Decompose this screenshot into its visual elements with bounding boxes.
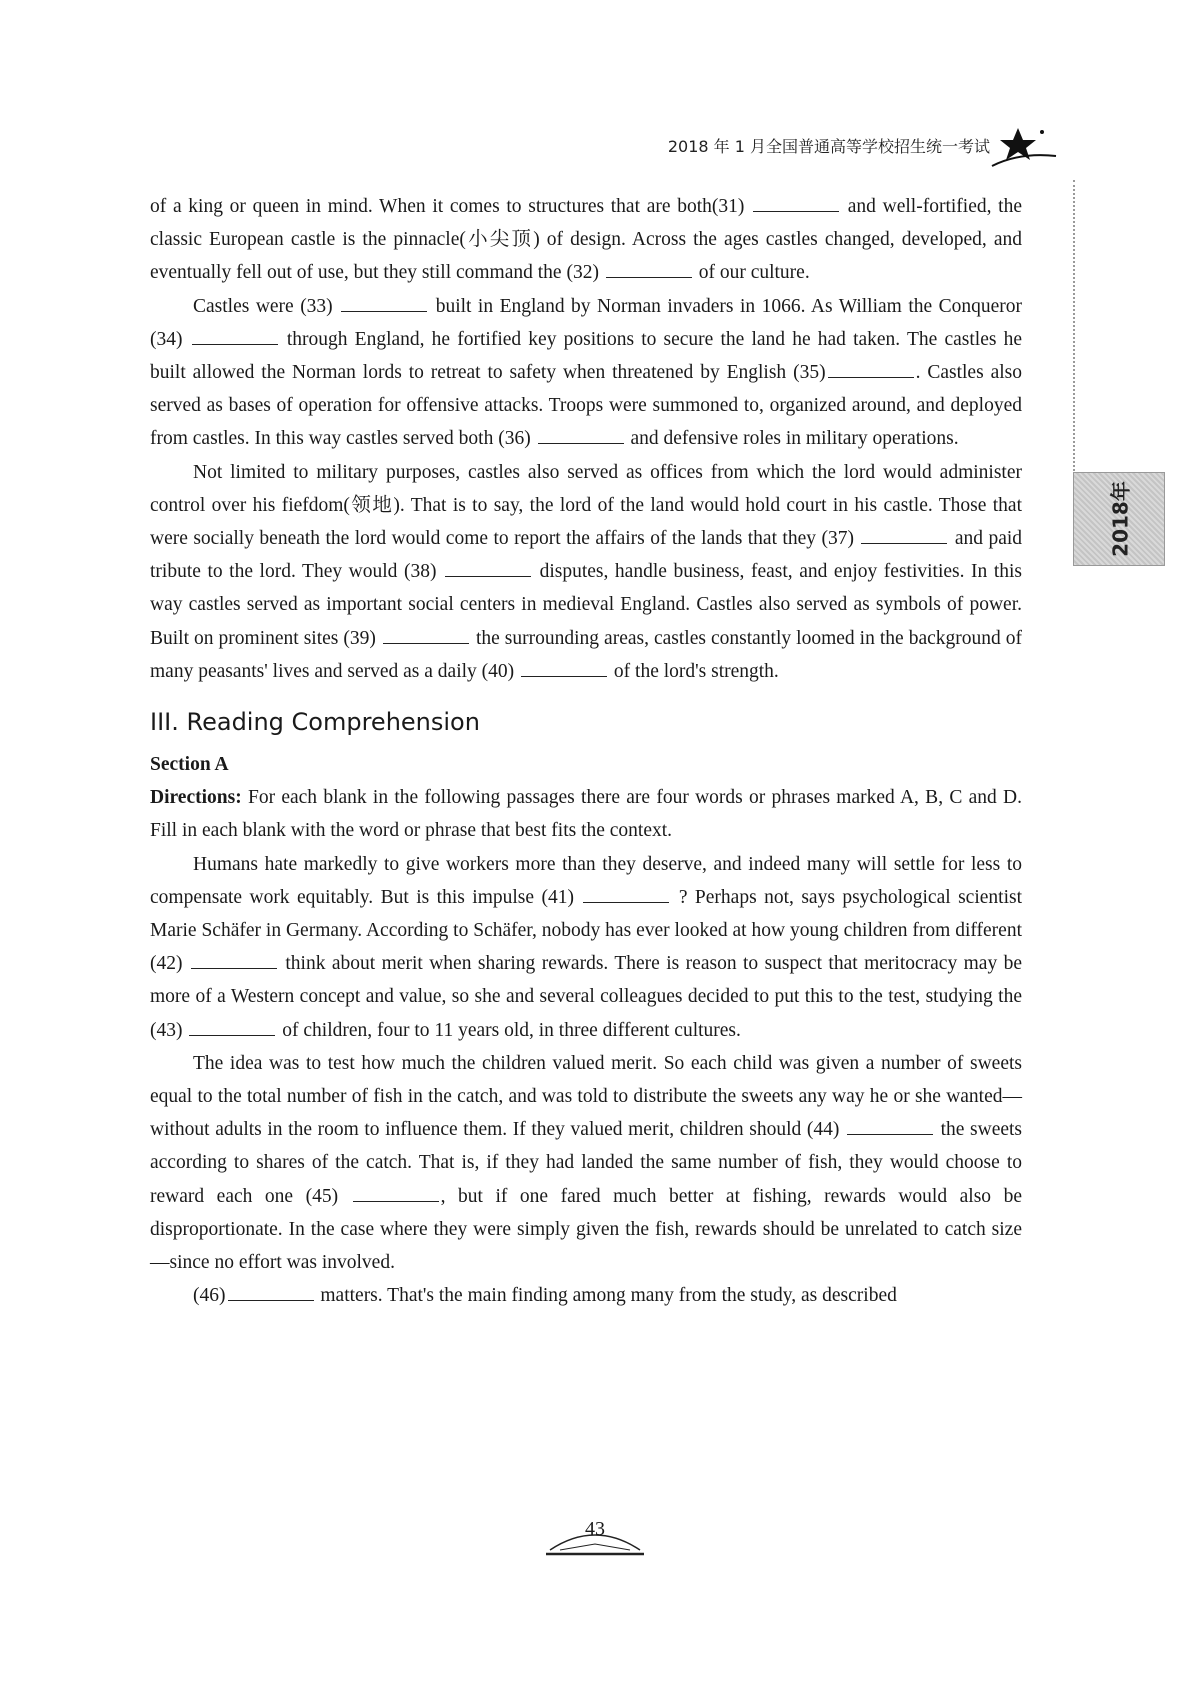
blank-33	[341, 293, 427, 312]
blank-36	[538, 425, 624, 444]
blank-39	[383, 625, 469, 644]
page-number-badge	[540, 1510, 650, 1560]
directions-text: For each blank in the following passages there are four words or phrases marked A, B, C and D. Fill in each blank with the word or phrase that best fits the context.	[150, 787, 1022, 842]
blank-41	[583, 884, 669, 903]
blank-44	[847, 1116, 933, 1135]
blank-40	[521, 658, 607, 677]
margin-dotted-line	[1073, 180, 1075, 475]
passage1-paragraph-1: of a king or queen in mind. When it comes to structures that are both(31) and well-fortified, the classic European castle is the pinnacle(小尖顶) of design. Across the ages castles changed, developed, and eventually fell out of use, but they still command the (32) of our culture.	[150, 190, 1022, 290]
star-swoosh-logo-icon	[990, 122, 1060, 172]
passage2-paragraph-1: Humans hate markedly to give workers more than they deserve, and indeed many will settle for less to compensate work equitably. But is this impulse (41) ? Perhaps not, says psychological scientist Marie Schäfer in Germany. According to Schäfer, nobody has ever looked at how young children from different (42) think about merit when sharing rewards. There is reason to suspect that meritocracy may be more of a Western concept and value, so she and several colleagues decided to put this to the test, studying the (43) of children, four to 11 years old, in three different cultures.	[150, 853, 1023, 1041]
page-header	[600, 122, 1060, 172]
blank-35	[828, 359, 914, 378]
blank-31	[753, 193, 839, 212]
exam-title: 2018 年 1 月全国普通高等学校招生统一考试	[667, 137, 990, 156]
subsection-heading: Section A	[150, 754, 229, 776]
year-side-tab	[1073, 472, 1165, 566]
passage2-paragraph-2: The idea was to test how much the children valued merit. So each child was given a number of sweets equal to the total number of fish in the catch, and was told to distribute the sweets any way he or she wanted—without adults in the room to influence them. If they valued merit, children should (44) the sweets according to shares of the catch. That is, if they had landed the same number of fish, they would choose to reward each one (45) , but if one fared much better at fishing, rewards would also be disproportionate. In the case where they were simply given the fish, rewards should be unrelated to catch size—since no effort was involved.	[150, 1052, 1023, 1274]
blank-34	[192, 326, 278, 345]
blank-46	[228, 1282, 314, 1301]
blank-38	[445, 558, 531, 577]
year-side-tab-label: 2018年	[1108, 481, 1133, 557]
directions-label: Directions:	[150, 787, 242, 809]
passage1-paragraph-3: Not limited to military purposes, castles also served as offices from which the lord would administer control over his fiefdom(领地). That is to say, the lord of the land would hold court in his castle. Those that were socially beneath the lord would come to report the affairs of the lands that they (37) and paid tribute to the lord. They would (38) disputes, handle business, feast, and enjoy festivities. In this way castles served as important social centers in medieval England. Castles also served as symbols of power. Built on prominent sites (39) the surrounding areas, castles constantly loomed in the background of many peasants' lives and served as a daily (40) of the lord's strength.	[150, 461, 1023, 682]
blank-43	[189, 1017, 275, 1036]
blank-37	[861, 525, 947, 544]
blank-32	[606, 259, 692, 278]
page-number: 43	[585, 1518, 605, 1540]
blank-42	[191, 950, 277, 969]
page-content	[150, 190, 1022, 1313]
passage1-paragraph-2: Castles were (33) built in England by Norman invaders in 1066. As William the Conqueror (34) through England, he fortified key positions to secure the land he had taken. The castles he built allowed the Norman lords to retreat to safety when threatened by English (35) . Castles also served as bases of operation for offensive attacks. Troops were summoned to, organized around, and deployed from castles. In this way castles served both (36) and defensive roles in military operations.	[150, 290, 1022, 456]
directions	[150, 781, 1022, 847]
blank-45	[353, 1183, 439, 1202]
passage2-paragraph-3: (46) matters. That's the main finding among many from the study, as described	[150, 1279, 1022, 1312]
section-heading: III. Reading Comprehension	[150, 708, 480, 737]
